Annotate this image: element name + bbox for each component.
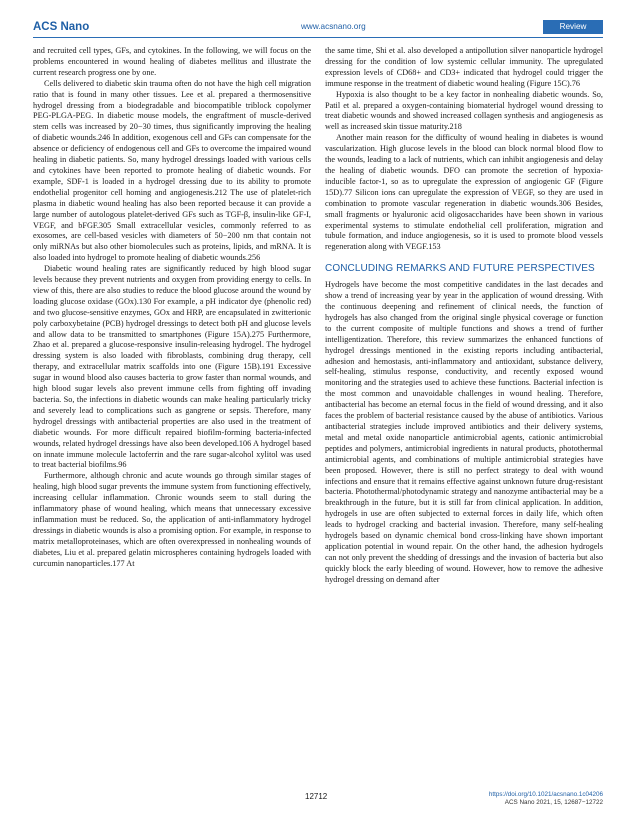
header-rule: [33, 37, 603, 38]
section-heading: CONCLUDING REMARKS AND FUTURE PERSPECTIVES: [325, 263, 595, 275]
body-paragraph: Another main reason for the difficulty of wound healing in diabetes is wound vascularization. High glucose levels in the blood can block normal blood flow to the wounds, leading to a lack of nutrients, which can inhibit angiogenesis and delay the healing of diabetic wounds. DFO can promote the secretion of hypoxia-inducible factor-1, so as to upregulate the expression of angiogenic GF (Figure 15D).77 Silicon ions can upregulate the expression of VEGF, so they are used in combination to promote vascular regeneration in diabetic wounds.306 Besides, small fragments or hyaluronic acid oligosaccharides have been shown in various experimental systems to stimulate endothelial cell proliferation, migration and tubule formation, and induce angiogenesis, so it is used to promote blood vessels regeneration along with VEGF.153: [325, 133, 603, 252]
right-column: [325, 46, 603, 586]
doi-link[interactable]: https://doi.org/10.1021/acsnano.1c04206: [488, 791, 603, 798]
page-number: 12712: [305, 792, 328, 801]
body-paragraph: the same time, Shi et al. also developed a antipollution silver nanoparticle hydrogel dressing for the condition of low systemic cellular immunity. The upregulated expression levels of CD68+ and CD3+ indicated that hydrogel could trigger the immune response in the treatment of diabetic wound healing (Figure 15C).76: [325, 46, 603, 88]
body-paragraph: Hydrogels have become the most competitive candidates in the last decades and show a trend of increasing year by year in the application of wound dressing. With the continuous deepening and refinement of clinical needs, the function of hydrogels has also changed from the original single physical coverage or function to the current composite of multiple functions and shows a trend of further intelligentization. Therefore, this review summarizes the enhanced functions of hydrogel dressings mentioned in the existing reports including antibacterial, adhesion and hemostasis, anti-inflammatory and antioxidant, substance delivery, self-healing, stimulus response, conductivity, and recently exposed wound monitoring and the strategies used to achieve these functions. Bacterial infection is the most common and unavoidable challenges in wound healing. Therefore, antibacterial has become an eternal focus in the field of wound dressing, and it also faces the problem of bacterial resistance caused by the abuse of antibiotics. Various antibacterial strategies include improved antibiotics and their delivery systems, metal and metal oxide nanoparticle antimicrobial agents, cationic antimicrobial peptides and polymers, antimicrobial ingredients in natural products, photothermal antimicrobial agents, and combinations of multiple antimicrobial strategies have been proposed. However, there is still no perfect strategy to deal with wound infections and ensure that it remains effective against unknown future drug-resistant bacteria. Photothermal/photodynamic strategy and nanozyme antibacterial may be a breakthrough in the future, but it is still far from clinical application. In addition, hydrogels in use are often subjected to external forces in daily life, which often leads to hydrogel cracking and bacterial invasion. Therefore, many self-healing hydrogels based on dynamic chemical bond cross-linking have shown important application potential in wound repair. On the other hand, the adhesion hydrogels can not only prevent the shedding of dressings and the invasion of bacteria but also quickly block the early bleeding of wound. However, how to remove the adhesive hydrogel dressing on demand after: [325, 280, 603, 584]
journal-website[interactable]: www.acsnano.org: [301, 22, 366, 31]
body-paragraph: Cells delivered to diabetic skin trauma often do not have the high cell migration ratio that is found in many other tissues. Lee et al. prepared a thermosensitive hydrogel dressing from a biodegradable and biocompatible triblock copolymer PEG-PLGA-PEG. In diabetic mouse models, the engraftment of muscle-derived stem cells was increased by 20−30 times, thus significantly improving the healing of diabetic wounds.246 In addition, exogenous cell and GFs can compensate for the absence or deficiency of endogenous cell and GFs to overcome the impaired wound healing in diabetic patients. So, many hydrogel dressings loaded with various cells and cytokines have been reported to promote healing of diabetic wounds. For example, SDF-1 is loaded in a hydrogel dressing due to its ability to promote endothelial progenitor cell homing and angiogenesis.212 The use of platelet-rich plasma in diabetic wound healing has also been reported because it can provide a large number of autologous platelet-derived GFs such as TGF-β, insulin-like GF-I, VEGF, and bFGF.305 Small extracellular vesicles, commonly referred to as exosomes, are cell-based vesicles with diameters of 50−200 nm that contain not only miRNAs but also other biomolecules such as proteins, lipids, and mRNA. It is also loaded into hydrogel to promote healing of diabetic wounds.256: [33, 78, 311, 263]
journal-name: ACS Nano: [33, 21, 90, 33]
body-paragraph: Hypoxia is also thought to be a key factor in nonhealing diabetic wounds. So, Patil et al. prepared a oxygen-containing biomaterial hydrogel wound dressing to treat diabetic wounds and showed increased collagen synthesis and angiogenesis as well as increased skin tissue maturity.218: [325, 89, 603, 132]
citation-text: ACS Nano 2021, 15, 12687−12722: [504, 799, 603, 806]
running-header: [33, 20, 603, 34]
body-paragraph: Furthermore, although chronic and acute wounds go through similar stages of healing, high blood sugar prevents the immune system from functioning effectively, increasing cellular inflammation. Chronic wounds seem to stall during the inflammatory phase of wound healing, which means that unnecessary excessive inflammation must be reduced. So, the application of anti-inflammatory hydrogel dressings in diabetic wounds is also a promising option. For example, in response to matrix metalloproteinases, which are often overexpressed in nonhealing wounds of diabetes, Liu et al. prepared gelatin microspheres containing hydrogels loaded with curcumin nanoparticles.177 At: [33, 471, 311, 568]
footer-citation: [489, 791, 603, 807]
body-paragraph: and recruited cell types, GFs, and cytokines. In the following, we will focus on the problems encountered in wound healing of diabetes mellitus and illustrate the current research progress one by one.: [33, 46, 311, 77]
article-type-badge: Review: [543, 20, 603, 34]
left-column: [33, 46, 311, 570]
body-paragraph: Diabetic wound healing rates are significantly reduced by high blood sugar levels because they prevent nutrients and oxygen from providing energy to cells. In view of this, there are also studies to reduce the blood glucose around the wound by loading glucose oxidase (GOx).130 For example, a pH indicator dye (phenolic red) and two glucose-sensitive enzymes, GOx and HRP, are encapsulated in zwitterionic poly carboxybetaine (PCB) hydrogel dressings to detect both pH and glucose levels and allow data to be transmitted to smartphones (Figure 15A).275 Furthermore, Zhao et al. prepared a glucose-responsive insulin-releasing hydrogel. The hydrogel dressing system is also loaded with fibroblasts, combining drug therapy, cell therapy, and extracellular matrix scaffolds into one (Figure 15B).191 Excessive sugar in wound blood also causes bacteria to grow faster than normal wounds, and high blood sugar levels also prevent immune cells from fighting off invading bacteria. So, the infections in diabetic wounds can make healing particularly tricky and severely lead to complications such as gangrene or sepsis. Therefore, many hydrogel dressings with antibacterial properties are also used in the treatment of diabetic wounds. For more difficult repaired biofilm-forming bacteria-infected wounds, related hydrogel dressings have also been developed.106 A hydrogel based on innate immune molecule lactoferrin and the rare sugar-alcohol xylitol was used to treat bacterial biofilms.96: [33, 264, 311, 470]
